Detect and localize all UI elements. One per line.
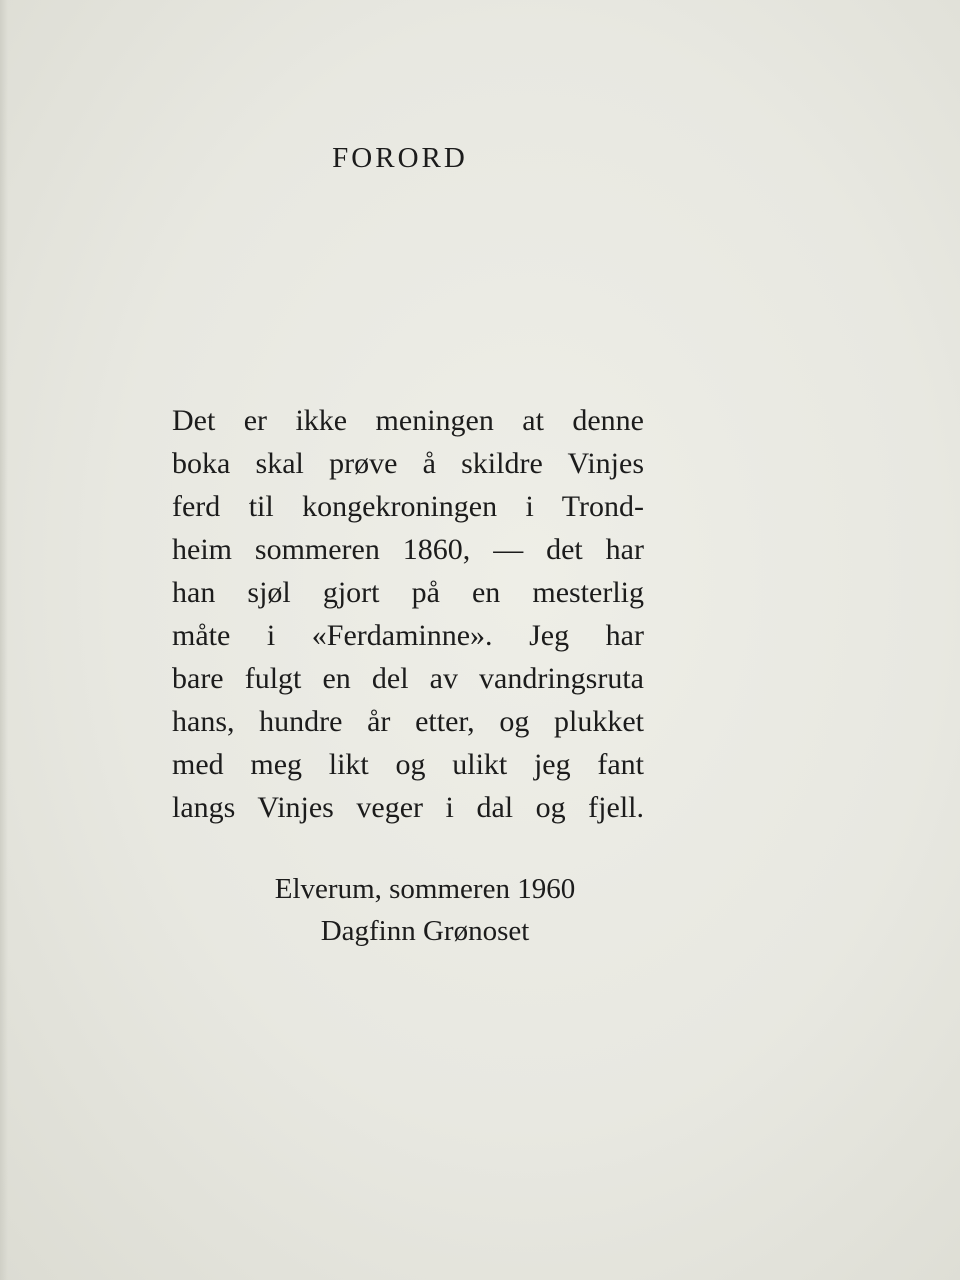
paragraph-line: hans, hundre år etter, og plukket [172, 705, 644, 738]
paragraph-line: heim sommeren 1860, — det har [172, 533, 644, 566]
place-date: Elverum, sommeren 1960 [274, 873, 576, 905]
author-name: Dagfinn Grønoset [320, 915, 530, 947]
paragraph-line: med meg likt og ulikt jeg fant [172, 748, 644, 781]
preface-paragraph [172, 399, 644, 829]
paragraph-line: bare fulgt en del av vandringsruta [172, 662, 644, 695]
signature-block [160, 868, 690, 952]
paragraph-line: boka skal prøve å skildre Vinjes [172, 447, 644, 480]
page-title: FORORD [332, 142, 468, 174]
paragraph-line: måte i «Ferdaminne». Jeg har [172, 619, 644, 652]
paragraph-line: han sjøl gjort på en mesterlig [172, 576, 644, 609]
paragraph-line: Det er ikke meningen at denne [172, 404, 644, 437]
paragraph-line: langs Vinjes veger i dal og fjell. [172, 791, 644, 824]
page-edge-shadow [0, 0, 8, 1280]
paragraph-line: ferd til kongekroningen i Trond- [172, 490, 644, 523]
